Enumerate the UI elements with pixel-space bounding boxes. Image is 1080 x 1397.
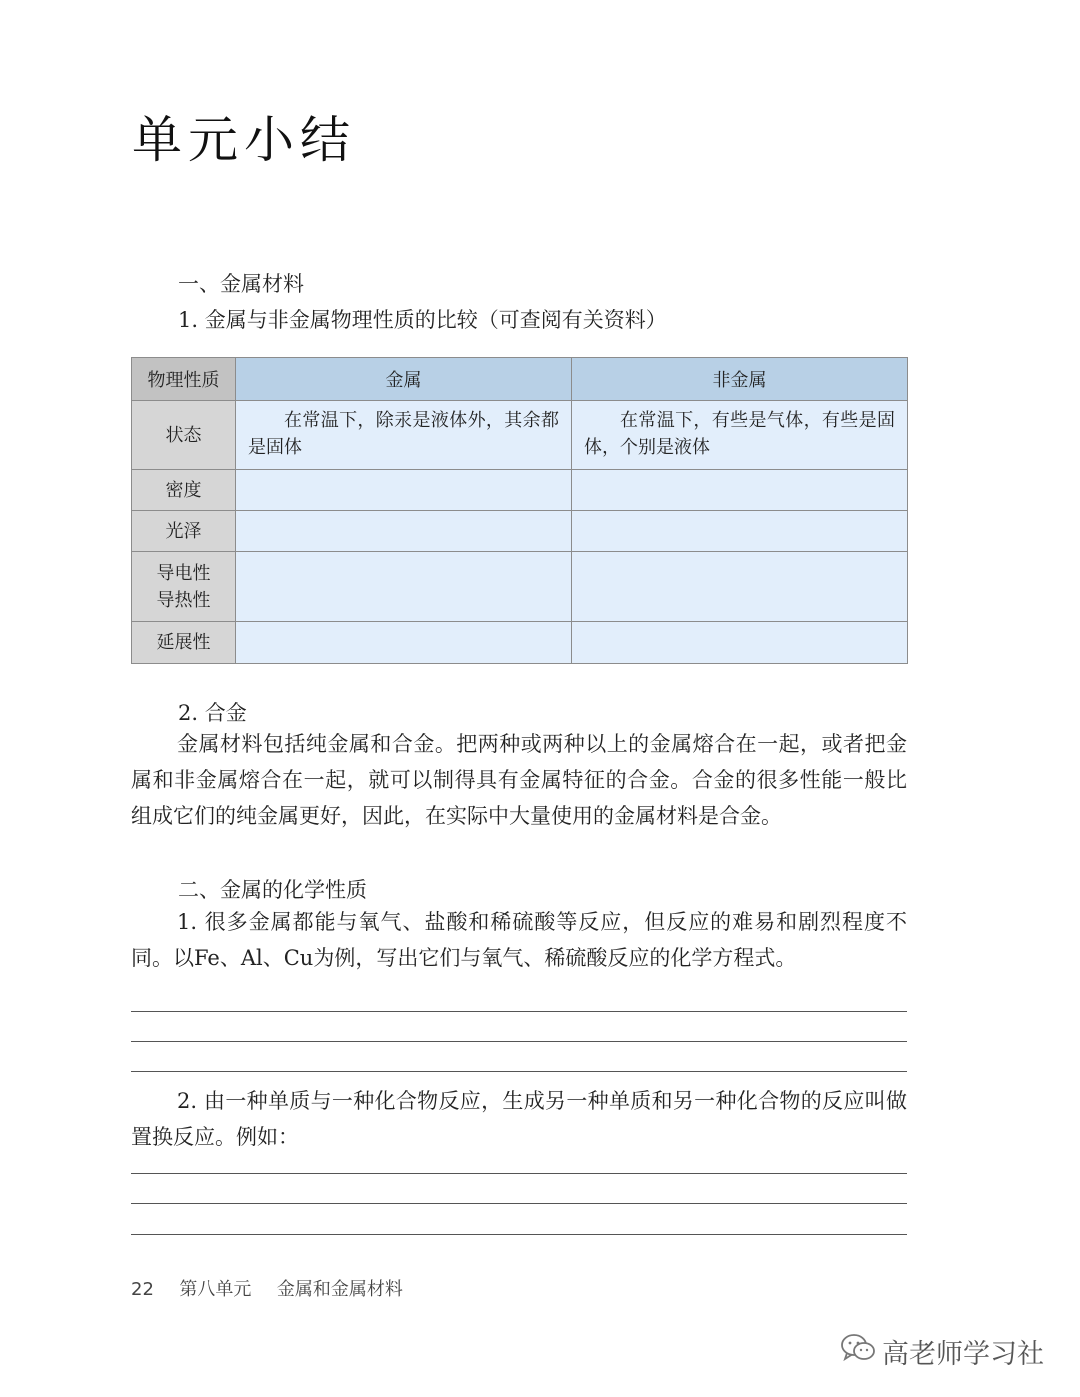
answer-line xyxy=(131,1071,907,1072)
table-header-row xyxy=(132,358,908,401)
answer-line xyxy=(131,1173,907,1174)
row-label-thermal: 导热性 xyxy=(156,589,211,611)
cell-nonmetal-luster xyxy=(572,511,908,552)
cell-nonmetal-ductility xyxy=(572,622,908,664)
cell-nonmetal-conductivity xyxy=(572,552,908,622)
cell-nonmetal-state: 在常温下，有些是气体，有些是固体，个别是液体 xyxy=(572,401,908,470)
section2-heading: 二、金属的化学性质 xyxy=(178,878,367,902)
table-row xyxy=(132,552,908,622)
footer-unit-title: 金属和金属材料 xyxy=(276,1279,403,1300)
row-label-density: 密度 xyxy=(132,470,236,511)
alloy-paragraph: 金属材料包括纯金属和合金。把两种或两种以上的金属熔合在一起，或者把金属和非金属熔合在一起，就可以制得具有金属特征的合金。合金的很多性能一般比组成它们的纯金属更好，因此，在实际中大量使用的金属材料是合金。 xyxy=(131,732,907,828)
cell-metal-density xyxy=(236,470,572,511)
property-comparison-table xyxy=(131,357,908,664)
header-property: 物理性质 xyxy=(132,358,236,401)
row-label-electrical: 导电性 xyxy=(156,562,211,584)
cell-metal-ductility xyxy=(236,622,572,664)
wechat-icon xyxy=(840,1332,876,1368)
row-label-ductility: 延展性 xyxy=(132,622,236,664)
page-footer xyxy=(131,1275,403,1301)
row-label-state: 状态 xyxy=(132,401,236,470)
cell-nonmetal-density xyxy=(572,470,908,511)
cell-metal-luster xyxy=(236,511,572,552)
answer-line xyxy=(131,1041,907,1042)
alloy-heading: 2. 合金 xyxy=(178,701,247,725)
section2-item2: 2. 由一种单质与一种化合物反应，生成另一种单质和另一种化合物的反应叫做置换反应。例如： xyxy=(131,1089,907,1149)
header-nonmetal: 非金属 xyxy=(572,358,908,401)
section1-heading: 一、金属材料 xyxy=(178,272,304,296)
answer-line xyxy=(131,1234,907,1235)
header-metal: 金属 xyxy=(236,358,572,401)
section2-item1: 1. 很多金属都能与氧气、盐酸和稀硫酸等反应，但反应的难易和剧烈程度不同。以Fe、Al、Cu为例，写出它们与氧气、稀硫酸反应的化学方程式。 xyxy=(131,910,907,970)
row-label-conductivity xyxy=(132,552,236,622)
section1-item1: 1. 金属与非金属物理性质的比较（可查阅有关资料） xyxy=(178,308,667,332)
cell-metal-state: 在常温下，除汞是液体外，其余都是固体 xyxy=(236,401,572,470)
watermark-text: 高老师学习社 xyxy=(882,1339,1044,1370)
footer-unit: 第八单元 xyxy=(179,1279,252,1300)
table-row xyxy=(132,470,908,511)
row-label-luster: 光泽 xyxy=(132,511,236,552)
page-title: 单元小结 xyxy=(132,111,356,169)
table-row xyxy=(132,622,908,664)
table-row xyxy=(132,401,908,470)
page-number: 22 xyxy=(131,1279,154,1300)
cell-metal-conductivity xyxy=(236,552,572,622)
table-row xyxy=(132,511,908,552)
answer-line xyxy=(131,1011,907,1012)
answer-line xyxy=(131,1203,907,1204)
